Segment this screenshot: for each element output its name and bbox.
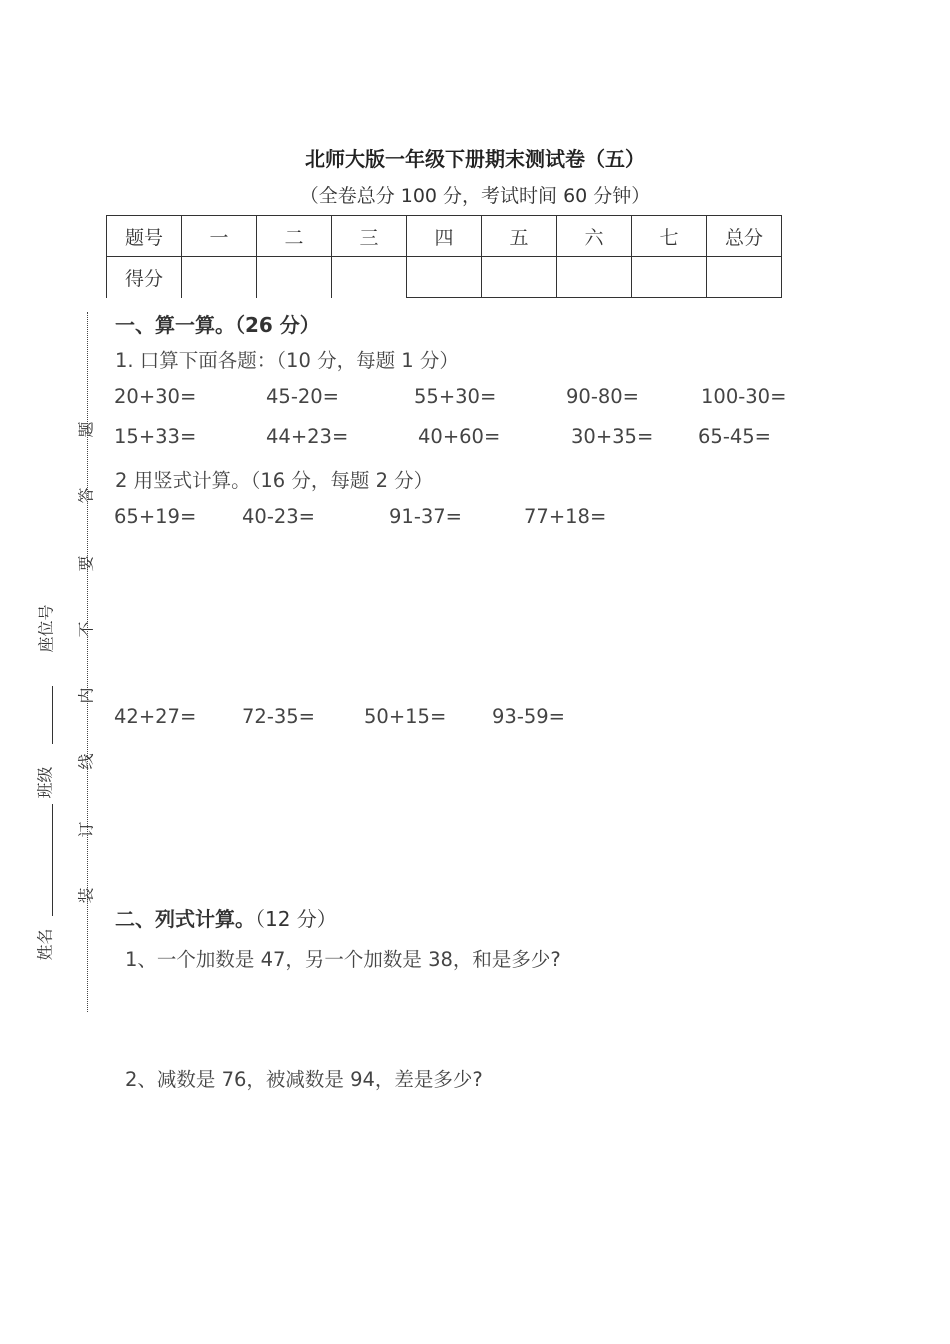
seat-number-label: 座位号 [36, 604, 56, 653]
score-table-cell: 二 [257, 216, 332, 257]
score-input-cell[interactable] [557, 257, 632, 298]
mental-calc-item: 44+23= [266, 425, 349, 448]
mental-calc-item: 15+33= [114, 425, 197, 448]
score-table-header-row [107, 216, 782, 257]
vertical-calc-item: 72-35= [242, 705, 316, 728]
mental-calc-item: 100-30= [701, 385, 787, 408]
score-table-cell: 五 [482, 216, 557, 257]
score-table-cell: 六 [557, 216, 632, 257]
class-blank-line[interactable] [52, 686, 53, 744]
score-table-cell: 七 [632, 216, 707, 257]
vertical-calc-item: 93-59= [492, 705, 566, 728]
score-input-cell[interactable] [257, 257, 332, 298]
mental-calc-item: 30+35= [571, 425, 654, 448]
binding-warning-char: 不 [76, 621, 96, 638]
binding-warning-char: 订 [76, 821, 96, 838]
score-input-cell[interactable] [632, 257, 707, 298]
section1-title: 一、算一算。 [115, 313, 235, 337]
mental-calc-item: 90-80= [566, 385, 640, 408]
score-table [106, 215, 782, 298]
mental-calc-item: 45-20= [266, 385, 340, 408]
score-table-cell: 一 [182, 216, 257, 257]
score-table-score-row [107, 257, 782, 298]
binding-warning-char: 题 [76, 421, 96, 438]
section2-points: （12 分） [255, 907, 337, 931]
page-title: 北师大版一年级下册期末测试卷（五） [305, 147, 645, 171]
mental-calc-item: 55+30= [414, 385, 497, 408]
section1-points: （26 分） [235, 313, 320, 337]
section2-title: 二、列式计算。 [115, 907, 255, 931]
score-table-cell: 题号 [107, 216, 182, 257]
score-input-cell[interactable] [332, 257, 407, 298]
mental-calc-item: 65-45= [698, 425, 772, 448]
vertical-calc-item: 50+15= [364, 705, 447, 728]
binding-warning-char: 装 [76, 887, 96, 904]
score-table-cell: 总分 [707, 216, 782, 257]
score-input-cell[interactable] [482, 257, 557, 298]
section1-q2-title: 2 用竖式计算。（16 分，每题 2 分） [115, 469, 434, 492]
page-subtitle: （全卷总分 100 分，考试时间 60 分钟） [299, 185, 651, 207]
section1-q1-title: 1. 口算下面各题：（10 分，每题 1 分） [115, 349, 459, 372]
binding-dotted-line [87, 312, 88, 1012]
score-table-cell: 三 [332, 216, 407, 257]
vertical-calc-item: 42+27= [114, 705, 197, 728]
score-table-cell: 四 [407, 216, 482, 257]
vertical-calc-item: 77+18= [524, 505, 607, 528]
vertical-calc-item: 91-37= [389, 505, 463, 528]
section2-q1: 1、一个加数是 47，另一个加数是 38，和是多少? [125, 948, 561, 971]
vertical-calc-item: 65+19= [114, 505, 197, 528]
class-label: 班级 [35, 766, 55, 799]
name-label: 姓名 [35, 928, 55, 961]
binding-warning-char: 内 [76, 687, 96, 704]
mental-calc-item: 20+30= [114, 385, 197, 408]
name-blank-line[interactable] [52, 804, 53, 916]
binding-warning-char: 答 [76, 487, 96, 504]
vertical-calc-item: 40-23= [242, 505, 316, 528]
score-input-cell[interactable] [707, 257, 782, 298]
section2-q2: 2、减数是 76，被减数是 94，差是多少? [125, 1068, 483, 1091]
mental-calc-item: 40+60= [418, 425, 501, 448]
section1-heading [115, 309, 320, 338]
binding-warning-char: 要 [76, 555, 96, 572]
score-input-cell[interactable] [407, 257, 482, 298]
section2-heading [115, 903, 337, 932]
score-input-cell[interactable] [182, 257, 257, 298]
score-table-label: 得分 [107, 257, 182, 298]
binding-warning-char: 线 [76, 753, 96, 770]
